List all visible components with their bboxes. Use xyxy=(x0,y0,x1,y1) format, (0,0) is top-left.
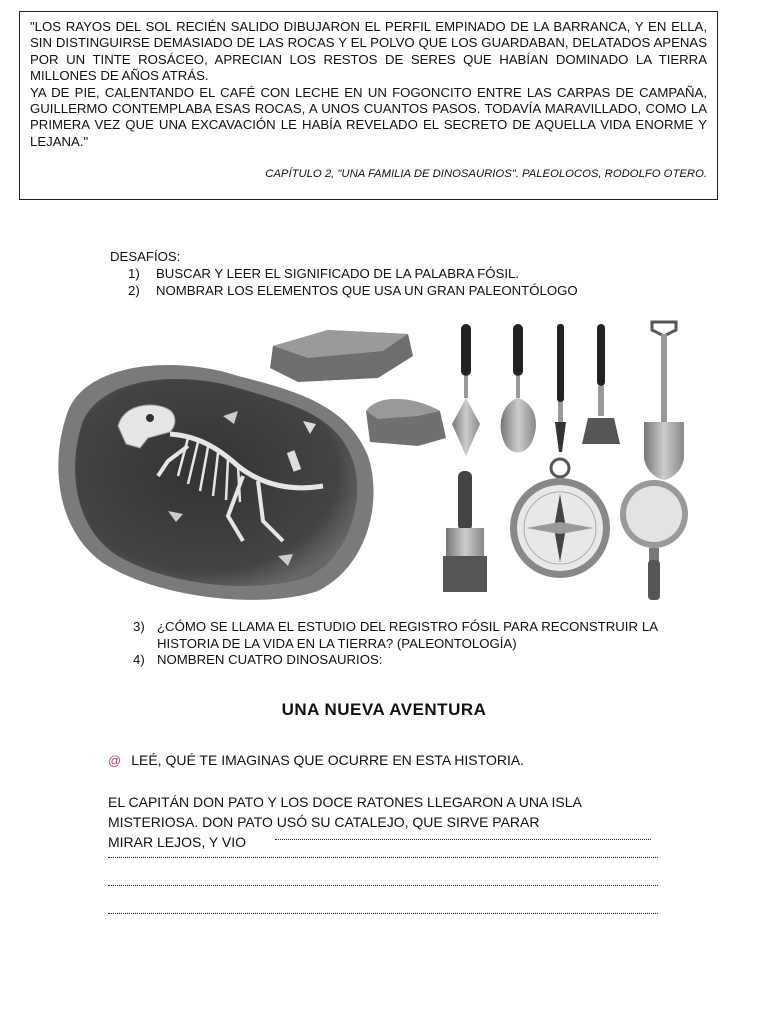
magnifier-icon xyxy=(620,480,688,600)
question-text: NOMBREN CUATRO DINOSAURIOS: xyxy=(157,652,383,667)
story-line-3: MIRAR LEJOS, Y VIO xyxy=(108,834,246,850)
question-number: 4) xyxy=(133,652,145,667)
challenges-title: DESAFÍOS: xyxy=(110,249,181,264)
trowel-icon xyxy=(452,324,536,456)
challenge-item xyxy=(110,282,578,299)
prompt-line xyxy=(108,752,524,768)
question-number: 3) xyxy=(133,619,145,634)
compass-icon xyxy=(510,459,610,578)
section-title: UNA NUEVA AVENTURA xyxy=(281,700,487,719)
quote-paragraph-1: "LOS RAYOS DEL SOL RECIÉN SALIDO DIBUJARON EL PERFIL EMPINADO DE LA BARRANCA, Y EN ELLA, SIN DISTINGUIRSE DEMASIADO DE LAS ROCAS Y EL POLVO QUE LOS GUARDABAN, DELATADOS APENAS POR UN TINTE ROSÁCEO, APRECIAN LOS RESTOS DE SERES QUE HABÍAN DOMINADO LA TIERRA MILLONES DE AÑOS ATRÁS. xyxy=(30,19,707,84)
quote-paragraph-2: YA DE PIE, CALENTANDO EL CAFÉ CON LECHE EN UN FOGONCITO ENTRE LAS CARPAS DE CAMPAÑA, GUILLERMO CONTEMPLABA ESAS ROCAS, A UNOS CUANTOS PASOS. TODAVÍA MARAVILLADO, COMO LA PRIMERA VEZ QUE UNA EXCAVACIÓN LE HABÍA REVELADO EL SECRETO DE AQUELLA VIDA ENORME Y LEJANA." xyxy=(30,84,707,149)
shovel-icon xyxy=(644,322,684,480)
questions-section xyxy=(133,619,658,669)
prompt-text: LEÉ, QUÉ TE IMAGINAS QUE OCURRE EN ESTA HISTORIA. xyxy=(131,752,525,768)
challenges-section xyxy=(110,248,578,299)
question-item xyxy=(133,619,658,652)
story-line-1: EL CAPITÁN DON PATO Y LOS DOCE RATONES LLEGARON A UNA ISLA xyxy=(108,794,582,810)
challenge-number: 1) xyxy=(128,266,140,281)
challenge-number: 2) xyxy=(128,283,140,298)
fossil-dinosaur-icon xyxy=(58,365,373,600)
paleontology-illustration xyxy=(48,316,708,606)
question-item xyxy=(133,652,658,669)
answer-line[interactable] xyxy=(275,838,651,840)
story-line-2: MISTERIOSA. DON PATO USÓ SU CATALEJO, QUE SIRVE PARAR xyxy=(108,814,540,830)
quote-box xyxy=(19,11,718,200)
challenge-text: NOMBRAR LOS ELEMENTOS QUE USA UN GRAN PALEONTÓLOGO xyxy=(156,283,578,298)
story-text xyxy=(108,792,660,852)
answer-line[interactable] xyxy=(108,884,658,886)
quote-citation: CAPÍTULO 2, "UNA FAMILIA DE DINOSAURIOS". PALEOLOCOS, RODOLFO OTERO. xyxy=(265,168,707,180)
challenge-item xyxy=(110,265,578,282)
question-text: ¿CÓMO SE LLAMA EL ESTUDIO DEL REGISTRO FÓSIL PARA RECONSTRUIR LA HISTORIA DE LA VIDA EN LA TIERRA? (PALEONTOLOGÍA) xyxy=(157,619,658,651)
challenge-text: BUSCAR Y LEER EL SIGNIFICADO DE LA PALABRA FÓSIL. xyxy=(156,266,520,281)
answer-line[interactable] xyxy=(108,856,658,858)
answer-line[interactable] xyxy=(108,912,658,914)
spiral-bullet-icon: @ xyxy=(108,753,122,768)
